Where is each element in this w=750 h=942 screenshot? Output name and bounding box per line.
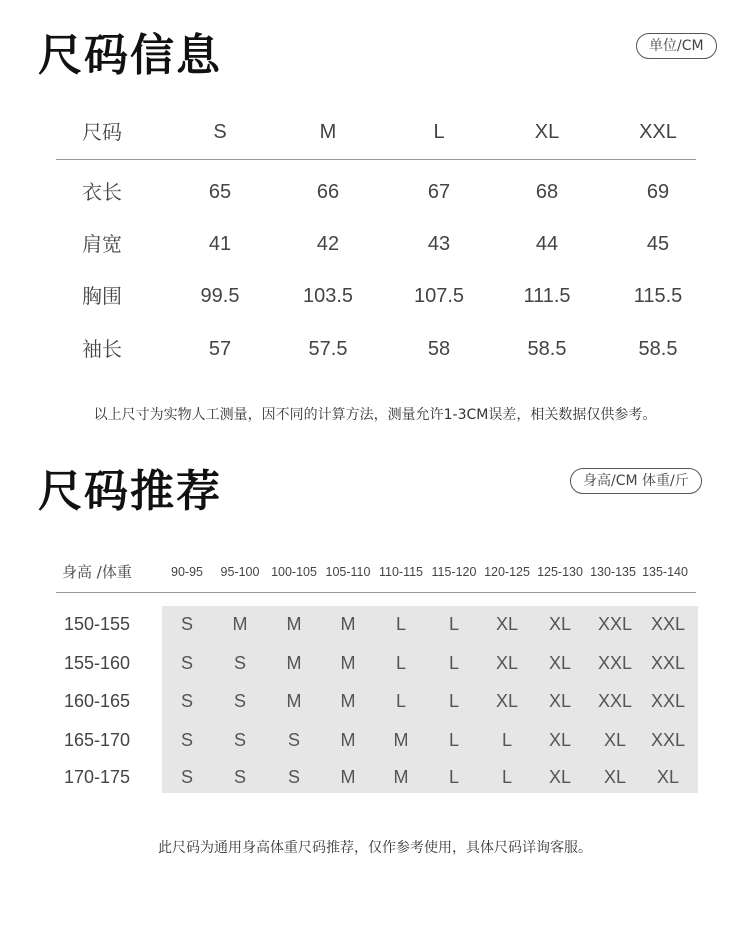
height-label: 165-170 <box>64 730 131 750</box>
size-cell: XXL <box>650 730 686 750</box>
size-info-row <box>56 329 696 369</box>
size-cell: XL <box>548 653 572 673</box>
size-cell: S <box>180 730 193 750</box>
weight-header: 130-135 <box>590 565 636 579</box>
recommend-row <box>0 684 750 718</box>
size-cell: XXL <box>597 614 633 634</box>
row-label: 衣长 <box>82 180 122 204</box>
value-cell: 58 <box>427 338 451 360</box>
size-cell: XXL <box>597 691 633 711</box>
size-cell: M <box>286 653 302 673</box>
size-header-label: 尺码 <box>82 120 122 144</box>
weight-header: 95-100 <box>220 565 260 579</box>
size-cell: XL <box>495 691 519 711</box>
size-cell: XL <box>548 767 572 787</box>
size-cell: XL <box>495 614 519 634</box>
size-cell: M <box>393 730 409 750</box>
recommend-row <box>0 760 750 794</box>
size-cell: S <box>233 767 246 787</box>
size-cell: XXL <box>650 653 686 673</box>
size-cell: L <box>448 653 459 673</box>
weight-header: 115-120 <box>431 565 477 579</box>
value-cell: 66 <box>316 181 340 203</box>
size-cell: S <box>180 691 193 711</box>
size-info-header-row <box>56 112 696 152</box>
size-header-s: S <box>213 121 227 143</box>
recommend-row <box>0 723 750 757</box>
value-cell: 45 <box>646 233 670 255</box>
row-label: 胸围 <box>82 284 122 308</box>
size-cell: S <box>233 691 246 711</box>
value-cell: 107.5 <box>413 285 465 307</box>
size-cell: M <box>286 691 302 711</box>
size-info-title: 尺码信息 <box>38 30 222 81</box>
recommend-row <box>0 646 750 680</box>
size-info-note: 以上尺寸为实物人工测量，因不同的计算方法，测量允许1-3CM误差，相关数据仅供参考。 <box>93 407 657 423</box>
height-label: 155-160 <box>64 653 131 673</box>
size-header-xl: XL <box>534 121 560 143</box>
value-cell: 43 <box>427 233 451 255</box>
size-cell: L <box>448 614 459 634</box>
size-cell: L <box>395 691 406 711</box>
value-cell: 58.5 <box>527 338 567 360</box>
size-cell: S <box>233 730 246 750</box>
weight-header: 100-105 <box>271 565 317 579</box>
value-cell: 115.5 <box>633 285 683 307</box>
size-cell: S <box>287 767 300 787</box>
row-label: 肩宽 <box>82 232 122 256</box>
recommend-header-row <box>0 560 750 584</box>
size-cell: M <box>340 767 356 787</box>
size-cell: L <box>448 691 459 711</box>
size-cell: S <box>233 653 246 673</box>
size-cell: S <box>180 653 193 673</box>
value-cell: 68 <box>535 181 559 203</box>
row-label: 袖长 <box>82 337 122 361</box>
recommend-note: 此尺码为通用身高体重尺码推荐，仅作参考使用，具体尺码详询客服。 <box>158 840 592 856</box>
size-info-unit-badge: 单位/CM <box>636 33 717 59</box>
weight-header: 125-130 <box>537 565 583 579</box>
size-cell: M <box>340 653 356 673</box>
value-cell: 111.5 <box>523 285 571 307</box>
size-info-divider <box>56 159 696 160</box>
size-cell: XL <box>548 691 572 711</box>
weight-header: 90-95 <box>171 565 203 579</box>
recommend-divider <box>56 592 696 593</box>
size-cell: XL <box>495 653 519 673</box>
height-label: 150-155 <box>64 614 131 634</box>
recommend-header-label: 身高 /体重 <box>62 563 132 581</box>
value-cell: 67 <box>427 181 451 203</box>
size-cell: S <box>180 614 193 634</box>
weight-header: 135-140 <box>642 565 688 579</box>
size-cell: S <box>287 730 300 750</box>
size-cell: XL <box>656 767 680 787</box>
size-cell: L <box>501 767 512 787</box>
size-info-row <box>56 276 696 316</box>
height-label: 170-175 <box>64 767 131 787</box>
size-cell: L <box>448 767 459 787</box>
size-info-row <box>56 224 696 264</box>
size-cell: L <box>448 730 459 750</box>
value-cell: 42 <box>316 233 340 255</box>
size-cell: M <box>340 691 356 711</box>
recommend-title: 尺码推荐 <box>38 466 222 517</box>
size-cell: M <box>393 767 409 787</box>
value-cell: 65 <box>208 181 232 203</box>
recommend-unit-badge: 身高/CM 体重/斤 <box>570 468 702 494</box>
size-cell: M <box>286 614 302 634</box>
size-cell: XXL <box>597 653 633 673</box>
size-cell: S <box>180 767 193 787</box>
value-cell: 103.5 <box>302 285 354 307</box>
size-cell: XL <box>548 730 572 750</box>
value-cell: 99.5 <box>200 285 240 307</box>
size-cell: L <box>395 614 406 634</box>
value-cell: 41 <box>208 233 232 255</box>
size-cell: XL <box>603 730 627 750</box>
size-cell: M <box>232 614 248 634</box>
size-cell: XL <box>548 614 572 634</box>
size-info-row <box>56 172 696 212</box>
weight-header: 105-110 <box>325 565 371 579</box>
weight-header: 120-125 <box>484 565 530 579</box>
size-cell: XL <box>603 767 627 787</box>
size-cell: M <box>340 614 356 634</box>
size-cell: XXL <box>650 691 686 711</box>
size-cell: XXL <box>650 614 686 634</box>
size-cell: M <box>340 730 356 750</box>
size-header-xxl: XXL <box>639 121 677 143</box>
height-label: 160-165 <box>64 691 131 711</box>
size-header-l: L <box>433 121 445 143</box>
weight-header: 110-115 <box>378 565 424 579</box>
recommend-row <box>0 607 750 641</box>
value-cell: 58.5 <box>638 338 678 360</box>
size-cell: L <box>501 730 512 750</box>
value-cell: 44 <box>535 233 559 255</box>
value-cell: 69 <box>646 181 670 203</box>
value-cell: 57 <box>208 338 232 360</box>
size-header-m: M <box>319 121 337 143</box>
size-cell: L <box>395 653 406 673</box>
value-cell: 57.5 <box>308 338 348 360</box>
